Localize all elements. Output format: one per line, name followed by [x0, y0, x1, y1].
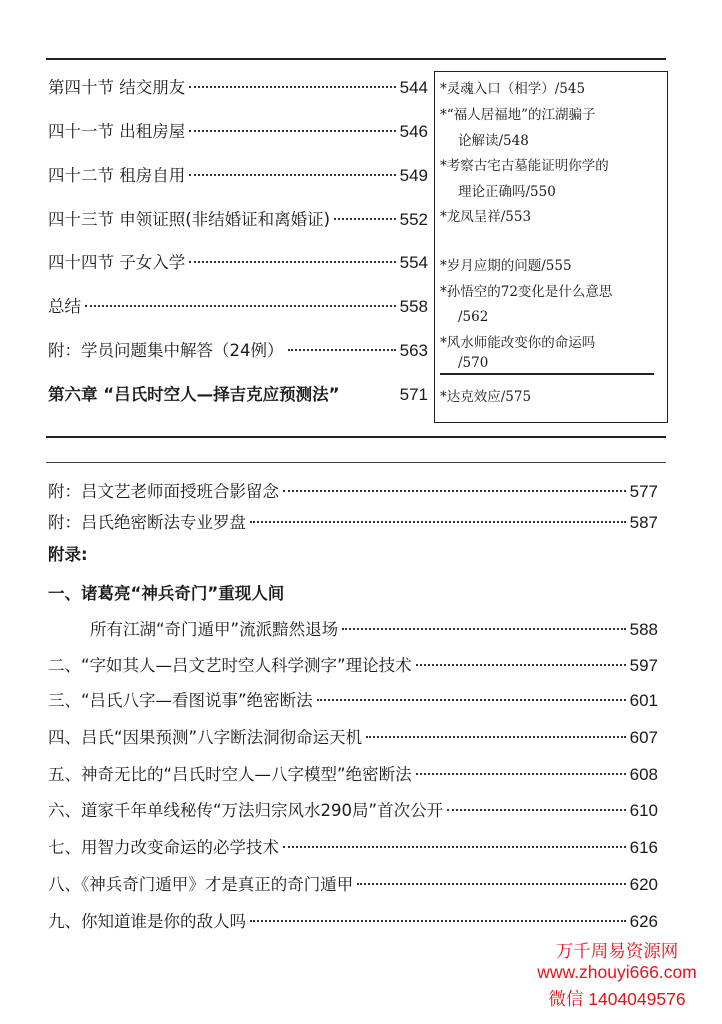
- appendix-heading: 附录:: [48, 545, 88, 564]
- toc-title: 附：学员问题集中解答（24例）: [48, 341, 284, 360]
- toc-page: 546: [399, 122, 428, 141]
- toc-title: 八、《神兵奇门遁甲》才是真正的奇门遁甲: [48, 875, 354, 894]
- toc-title: 总结: [48, 297, 81, 316]
- note-line[interactable]: *考察古宅古墓能证明你学的: [440, 158, 609, 174]
- toc-page: 558: [399, 297, 428, 316]
- note-line: 论解读/548: [458, 133, 529, 149]
- toc-title: 所有江湖“奇门遁甲”流派黯然退场: [90, 620, 339, 639]
- toc-entry-qa[interactable]: [48, 340, 428, 362]
- toc-title: 第四十节 结交朋友: [48, 78, 186, 97]
- appendix-entry-3[interactable]: [48, 690, 658, 712]
- watermark-url[interactable]: www.zhouyi666.com: [537, 962, 697, 982]
- leader-dots: [334, 218, 396, 220]
- note-line[interactable]: *达克效应/575: [440, 389, 532, 405]
- toc-page: 587: [629, 513, 658, 532]
- toc-page: 563: [399, 341, 428, 360]
- leader-dots: [189, 86, 395, 88]
- chapter-title: 第六章 “吕氏时空人—择吉克应预测法”: [48, 385, 340, 404]
- appendix-entry-6[interactable]: [48, 800, 658, 822]
- toc-entry-41[interactable]: [48, 121, 428, 143]
- toc-title: 三、“吕氏八字—看图说事”绝密断法: [48, 691, 313, 710]
- toc-entry-43[interactable]: [48, 209, 428, 231]
- appendix-entry-7[interactable]: [48, 837, 658, 859]
- toc-page: 577: [629, 482, 658, 501]
- note-separator: [440, 373, 654, 375]
- note-line: /570: [458, 355, 489, 371]
- appendix-entry-9[interactable]: [48, 911, 658, 933]
- toc-entry-compass[interactable]: [48, 512, 658, 534]
- leader-dots: [342, 628, 626, 630]
- note-line: 理论正确吗/550: [458, 184, 556, 200]
- toc-title: 四十三节 申领证照(非结婚证和离婚证): [48, 210, 331, 229]
- leader-dots: [416, 664, 626, 666]
- note-line: /562: [458, 309, 489, 325]
- leader-dots: [250, 920, 626, 922]
- toc-title: 九、你知道谁是你的敌人吗: [48, 912, 246, 931]
- note-line[interactable]: *风水师能改变你的命运吗: [440, 335, 596, 351]
- toc-page: 626: [629, 912, 658, 931]
- watermark-contact: 微信 1404049576: [548, 989, 686, 1009]
- toc-page: 571: [399, 385, 428, 404]
- appendix-entry-1[interactable]: 一、诸葛亮“神兵奇门”重现人间: [48, 584, 285, 603]
- appendix-entry-4[interactable]: [48, 727, 658, 749]
- leader-dots: [366, 736, 626, 738]
- leader-dots: [189, 261, 395, 263]
- toc-entry-chapter6[interactable]: [48, 384, 428, 406]
- appendix-entry-2[interactable]: [48, 655, 658, 677]
- note-line[interactable]: *孙悟空的72变化是什么意思: [440, 284, 613, 300]
- toc-page: 607: [629, 728, 658, 747]
- toc-entry-photo[interactable]: [48, 481, 658, 503]
- section-rule-thick: [46, 436, 666, 438]
- leader-dots: [189, 174, 395, 176]
- toc-page: 588: [629, 620, 658, 639]
- toc-page: 597: [629, 656, 658, 675]
- toc-entry-44[interactable]: [48, 252, 428, 274]
- toc-page: 554: [399, 253, 428, 272]
- leader-dots: [447, 809, 626, 811]
- appendix-entry-5[interactable]: [48, 764, 658, 786]
- note-line[interactable]: *岁月应期的问题/555: [440, 258, 572, 274]
- toc-title: 四、吕氏“因果预测”八字断法洞彻命运天机: [48, 728, 363, 747]
- leader-dots: [85, 305, 396, 307]
- top-rule: [46, 58, 666, 60]
- toc-title: 附：吕文艺老师面授班合影留念: [48, 482, 279, 501]
- leader-dots: [317, 699, 626, 701]
- toc-title: 四十四节 子女入学: [48, 253, 186, 272]
- toc-entry-40[interactable]: [48, 77, 428, 99]
- toc-title: 五、神奇无比的“吕氏时空人—八字模型”绝密断法: [48, 765, 412, 784]
- toc-title: 二、“字如其人—吕文艺时空人科学测字”理论技术: [48, 656, 412, 675]
- section-rule-thin: [46, 462, 666, 463]
- toc-page: 601: [629, 691, 658, 710]
- toc-title: 四十一节 出租房屋: [48, 122, 186, 141]
- toc-page: 616: [629, 838, 658, 857]
- toc-page: 552: [399, 210, 428, 229]
- toc-page: 610: [629, 801, 658, 820]
- leader-dots: [283, 846, 626, 848]
- leader-dots: [416, 773, 626, 775]
- appendix-entry-1-cont[interactable]: [90, 619, 658, 641]
- toc-entry-42[interactable]: [48, 165, 428, 187]
- toc-title: 四十二节 租房自用: [48, 166, 186, 185]
- note-line[interactable]: *龙凤呈祥/553: [440, 209, 532, 225]
- leader-dots: [250, 521, 626, 523]
- toc-title: 附：吕氏绝密断法专业罗盘: [48, 513, 246, 532]
- toc-title: 六、道家千年单线秘传“万法归宗风水290局”首次公开: [48, 801, 444, 820]
- note-line[interactable]: *“福人居福地”的江湖骗子: [440, 107, 596, 123]
- toc-page: 544: [399, 78, 428, 97]
- leader-dots: [283, 490, 626, 492]
- watermark-site-name: 万千周易资源网: [555, 941, 679, 961]
- note-line[interactable]: *灵魂入口（相学）/545: [440, 81, 586, 97]
- toc-page: 620: [629, 875, 658, 894]
- toc-entry-summary[interactable]: [48, 296, 428, 318]
- toc-page: 549: [399, 166, 428, 185]
- toc-page: 608: [629, 765, 658, 784]
- leader-dots: [189, 130, 395, 132]
- toc-title: 七、用智力改变命运的必学技术: [48, 838, 279, 857]
- appendix-entry-8[interactable]: [48, 874, 658, 896]
- leader-dots: [288, 349, 396, 351]
- leader-dots: [357, 883, 625, 885]
